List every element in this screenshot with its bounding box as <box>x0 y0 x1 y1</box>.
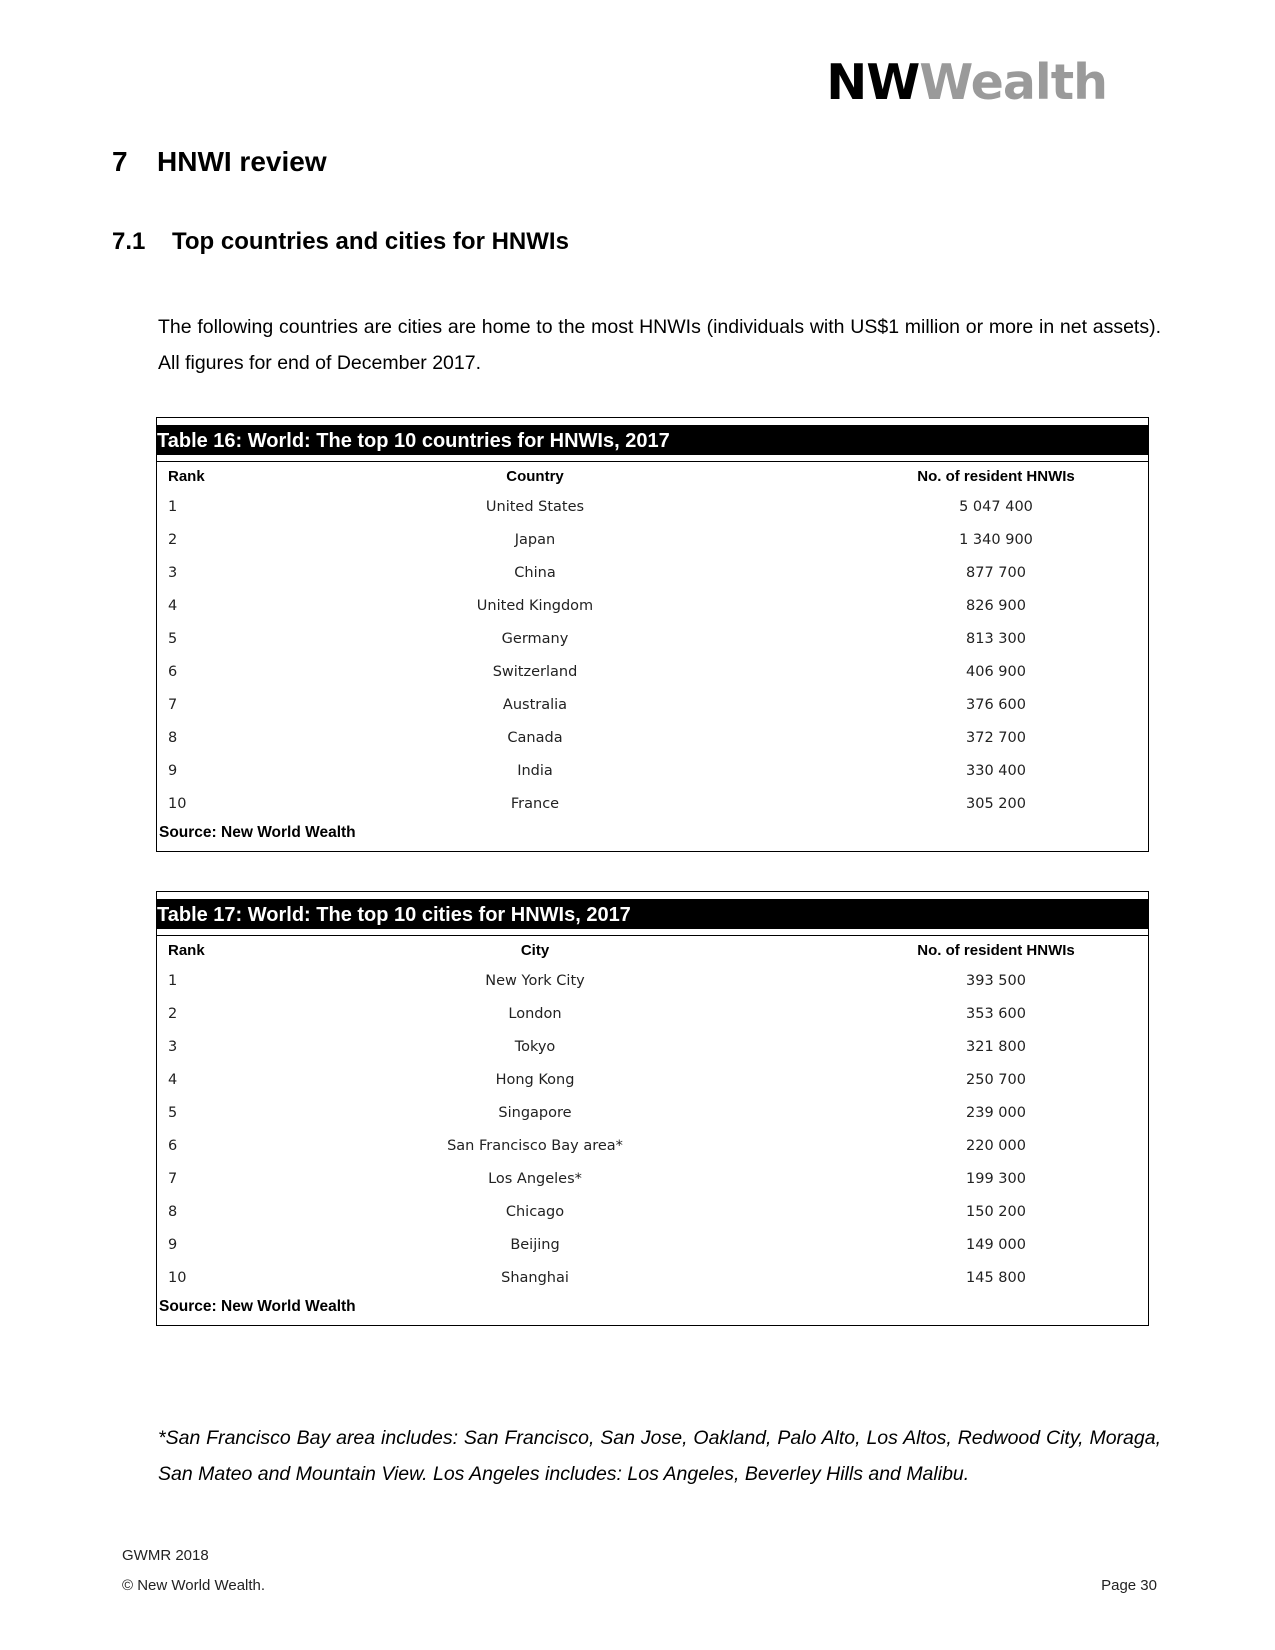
table-row <box>157 1030 1148 1063</box>
cell-hnwis: 239 000 <box>966 1104 1026 1121</box>
cell-hnwis: 826 900 <box>966 597 1026 614</box>
cell-rank: 8 <box>168 1203 178 1220</box>
table-row <box>157 1063 1148 1096</box>
cell-rank: 2 <box>168 1005 178 1022</box>
header-country: Country <box>506 467 564 485</box>
table-row <box>157 622 1148 655</box>
cell-rank: 4 <box>168 597 178 614</box>
table-source: Source: New World Wealth <box>159 1298 356 1315</box>
cell-hnwis: 406 900 <box>966 663 1026 680</box>
cell-name: London <box>508 1005 562 1022</box>
cell-name: Los Angeles* <box>488 1170 582 1187</box>
cell-hnwis: 353 600 <box>966 1005 1026 1022</box>
cell-rank: 9 <box>168 1236 178 1253</box>
cell-name: China <box>514 564 556 581</box>
section-number: 7 <box>112 146 128 177</box>
cell-name: France <box>510 795 560 812</box>
table-row <box>157 721 1148 754</box>
cell-hnwis: 877 700 <box>966 564 1026 581</box>
cell-rank: 9 <box>168 762 178 779</box>
table-row <box>157 1261 1148 1294</box>
cell-hnwis: 321 800 <box>966 1038 1026 1055</box>
cell-rank: 2 <box>168 531 178 548</box>
table-row <box>157 523 1148 556</box>
cell-hnwis: 145 800 <box>966 1269 1026 1286</box>
cell-rank: 7 <box>168 1170 178 1187</box>
cell-rank: 8 <box>168 729 178 746</box>
table-row <box>157 1162 1148 1195</box>
table-row <box>157 1195 1148 1228</box>
cell-hnwis: 376 600 <box>966 696 1026 713</box>
table-header-row <box>157 462 1148 490</box>
cell-hnwis: 199 300 <box>966 1170 1026 1187</box>
cell-rank: 1 <box>168 498 178 515</box>
table-16 <box>156 417 1149 852</box>
cell-name: San Francisco Bay area* <box>447 1137 623 1154</box>
cell-name: Hong Kong <box>495 1071 575 1088</box>
cell-rank: 10 <box>168 1269 187 1286</box>
cell-rank: 4 <box>168 1071 178 1088</box>
table-row <box>157 589 1148 622</box>
header-hnwis: No. of resident HNWIs <box>917 467 1075 485</box>
cell-rank: 10 <box>168 795 187 812</box>
table-row <box>157 688 1148 721</box>
intro-paragraph: The following countries are cities are home to the most HNWIs (individuals with US$1 million or more in net assets). All figures for end of December 2017. <box>158 316 1161 374</box>
footer-copyright: © New World Wealth. <box>122 1577 266 1594</box>
table-row <box>157 1096 1148 1129</box>
table-row <box>157 1129 1148 1162</box>
cell-hnwis: 220 000 <box>966 1137 1026 1154</box>
cell-rank: 3 <box>168 1038 178 1055</box>
cell-name: United Kingdom <box>476 597 594 614</box>
cell-name: Tokyo <box>514 1038 556 1055</box>
subsection-number: 7.1 <box>112 228 146 255</box>
cell-name: New York City <box>485 972 585 989</box>
title-divider <box>157 929 1148 936</box>
cell-name: Singapore <box>498 1104 572 1121</box>
cell-rank: 6 <box>168 1137 178 1154</box>
section-heading <box>112 146 327 178</box>
cell-rank: 6 <box>168 663 178 680</box>
subsection-title: Top countries and cities for HNWIs <box>172 228 569 255</box>
footer-page-number: Page 30 <box>1101 1577 1157 1594</box>
table-row <box>157 997 1148 1030</box>
cell-hnwis: 813 300 <box>966 630 1026 647</box>
footer-report-name: GWMR 2018 <box>122 1547 209 1564</box>
table-source: Source: New World Wealth <box>159 824 356 841</box>
cell-rank: 5 <box>168 1104 178 1121</box>
table-row <box>157 655 1148 688</box>
cell-rank: 7 <box>168 696 178 713</box>
cell-rank: 5 <box>168 630 178 647</box>
cell-hnwis: 305 200 <box>966 795 1026 812</box>
section-title: HNWI review <box>157 146 327 177</box>
cell-name: Chicago <box>505 1203 565 1220</box>
table-row <box>157 787 1148 820</box>
table-body <box>157 964 1148 1294</box>
cell-name: Japan <box>514 531 556 548</box>
header-rank: Rank <box>168 941 205 959</box>
cell-name: Canada <box>507 729 563 746</box>
logo-nw: NW <box>826 54 920 111</box>
header-rank: Rank <box>168 467 205 485</box>
cell-hnwis: 330 400 <box>966 762 1026 779</box>
header-city: City <box>520 941 550 959</box>
cell-name: United States <box>485 498 585 515</box>
cell-name: Shanghai <box>501 1269 569 1286</box>
footnote: *San Francisco Bay area includes: San Francisco, San Jose, Oakland, Palo Alto, Los Altos, Redwood City, Moraga, San Mateo and Mountain View. Los Angeles includes: Los Angeles, Beverley Hills and Malibu. <box>158 1427 1161 1485</box>
cell-rank: 3 <box>168 564 178 581</box>
cell-hnwis: 149 000 <box>966 1236 1026 1253</box>
cell-name: Switzerland <box>492 663 578 680</box>
table-row <box>157 964 1148 997</box>
cell-hnwis: 150 200 <box>966 1203 1026 1220</box>
cell-hnwis: 1 340 900 <box>959 531 1033 548</box>
table-17 <box>156 891 1149 1326</box>
cell-name: Australia <box>502 696 568 713</box>
table-row <box>157 490 1148 523</box>
cell-hnwis: 5 047 400 <box>959 498 1033 515</box>
cell-hnwis: 393 500 <box>966 972 1026 989</box>
table-header-row <box>157 936 1148 964</box>
cell-name: India <box>517 762 553 779</box>
brand-logo <box>826 54 1107 111</box>
subsection-heading <box>112 228 569 256</box>
cell-rank: 1 <box>168 972 178 989</box>
header-hnwis: No. of resident HNWIs <box>917 941 1075 959</box>
cell-name: Germany <box>501 630 569 647</box>
table-title: Table 17: World: The top 10 cities for HNWIs, 2017 <box>157 899 1148 929</box>
table-row <box>157 556 1148 589</box>
cell-hnwis: 372 700 <box>966 729 1026 746</box>
table-row <box>157 1228 1148 1261</box>
table-body <box>157 490 1148 820</box>
title-divider <box>157 455 1148 462</box>
logo-wealth: Wealth <box>919 54 1107 111</box>
cell-hnwis: 250 700 <box>966 1071 1026 1088</box>
table-title: Table 16: World: The top 10 countries for HNWIs, 2017 <box>157 425 1148 455</box>
cell-name: Beijing <box>510 1236 560 1253</box>
table-row <box>157 754 1148 787</box>
